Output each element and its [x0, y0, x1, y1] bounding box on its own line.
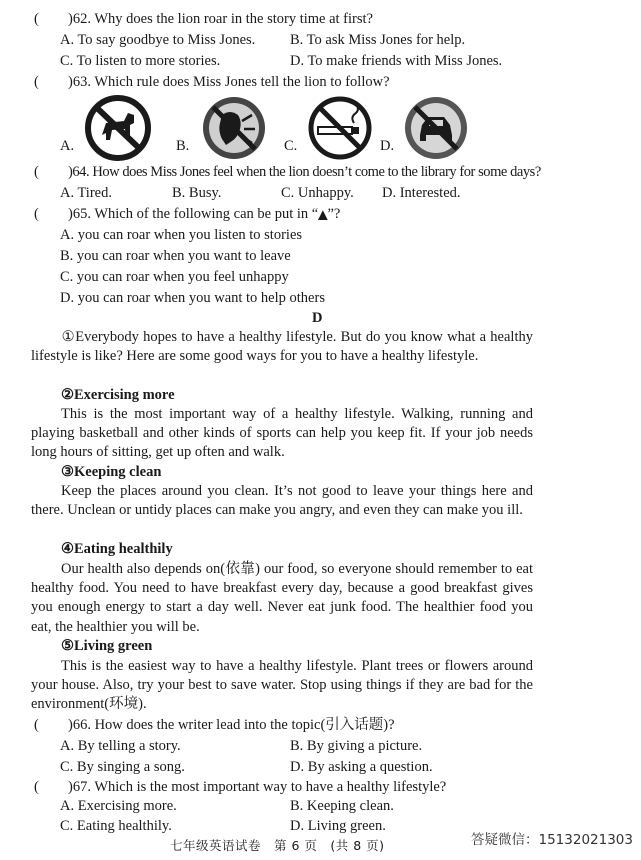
option-66c[interactable]: C. By singing a song. [60, 759, 185, 775]
contact-note: 答疑微信：15132021303 [471, 832, 633, 848]
heading-eating-healthily: ④Eating healthily [61, 541, 173, 557]
option-67c[interactable]: C. Eating healthily. [60, 818, 172, 834]
option-65a[interactable]: A. you can roar when you listen to stories [60, 227, 303, 243]
paragraph-3: Keep the places around you clean. It’s not good to leave your things here and there. Unclean or untidy places can make you angry, and even they can make you ill. [31, 483, 533, 519]
option-64d[interactable]: D. Interested. [382, 185, 461, 201]
option-66b[interactable]: B. By giving a picture. [290, 738, 423, 754]
question-62: ( )62. Why does the lion roar in the story time at first? [34, 11, 373, 27]
option-66d[interactable]: D. By asking a question. [290, 759, 433, 775]
heading-exercising: ②Exercising more [61, 387, 175, 403]
paragraph-5: This is the easiest way to have a healthy lifestyle. Plant trees or flowers around your house. Also, try your best to save water. Stop using things if they are bad for the environment(环境). [31, 658, 533, 713]
no-noise-icon[interactable] [200, 95, 268, 166]
option-62a[interactable]: A. To say goodbye to Miss Jones. [60, 32, 256, 48]
option-64b[interactable]: B. Busy. [172, 185, 222, 201]
triangle-blank-icon: ▲ [318, 207, 328, 221]
page-footer: 七年级英语试卷 第 6 页 (共 8 页) [170, 838, 385, 853]
option-63c-label[interactable]: C. [284, 138, 298, 154]
option-65b[interactable]: B. you can roar when you want to leave [60, 248, 291, 264]
option-63d-label[interactable]: D. [380, 138, 395, 154]
question-66: ( )66. How does the writer lead into the topic(引入话题)? [34, 717, 395, 733]
option-65d[interactable]: D. you can roar when you want to help others [60, 290, 325, 306]
option-63b-label[interactable]: B. [176, 138, 190, 154]
option-67a[interactable]: A. Exercising more. [60, 798, 177, 814]
heading-living-green: ⑤Living green [61, 638, 153, 654]
question-64: ( )64. How does Miss Jones feel when the lion doesn’t come to the library for some days? [34, 164, 541, 180]
question-63: ( )63. Which rule does Miss Jones tell the lion to follow? [34, 74, 390, 90]
passage-letter: D [312, 310, 323, 326]
option-66a[interactable]: A. By telling a story. [60, 738, 181, 754]
no-cars-icon[interactable] [402, 95, 470, 166]
option-65c[interactable]: C. you can roar when you feel unhappy [60, 269, 289, 285]
paragraph-2: This is the most important way of a healthy lifestyle. Walking, running and playing basketball and other kinds of sports can help you keep fit. If your job needs long hours of sitting, get up often and walk. [31, 406, 533, 461]
option-62c[interactable]: C. To listen to more stories. [60, 53, 221, 69]
heading-keeping-clean: ③Keeping clean [61, 464, 162, 480]
paragraph-4: Our health also depends on(依靠) our food, so everyone should remember to eat healthy food. You need to have breakfast every day, because a good breakfast gives you enough energy to start a day well. Never eat junk food. The healthier food you eat, the healthier you will be. [31, 561, 533, 635]
option-62b[interactable]: B. To ask Miss Jones for help. [290, 32, 466, 48]
option-62d[interactable]: D. To make friends with Miss Jones. [290, 53, 503, 69]
paragraph-1: ①Everybody hopes to have a healthy lifestyle. But do you know what a healthy lifestyle is like? Here are some good ways for you to have a healthy lifestyle. [31, 329, 533, 365]
no-smoking-icon[interactable] [306, 95, 374, 166]
question-65: ( )65. Which of the following can be put in “▲”? [34, 206, 341, 222]
option-64c[interactable]: C. Unhappy. [281, 185, 354, 201]
option-67b[interactable]: B. Keeping clean. [290, 798, 394, 814]
question-67: ( )67. Which is the most important way to have a healthy lifestyle? [34, 779, 447, 795]
option-67d[interactable]: D. Living green. [290, 818, 386, 834]
option-63a-label[interactable]: A. [60, 138, 75, 154]
option-64a[interactable]: A. Tired. [60, 185, 112, 201]
no-dogs-icon[interactable] [84, 95, 152, 166]
